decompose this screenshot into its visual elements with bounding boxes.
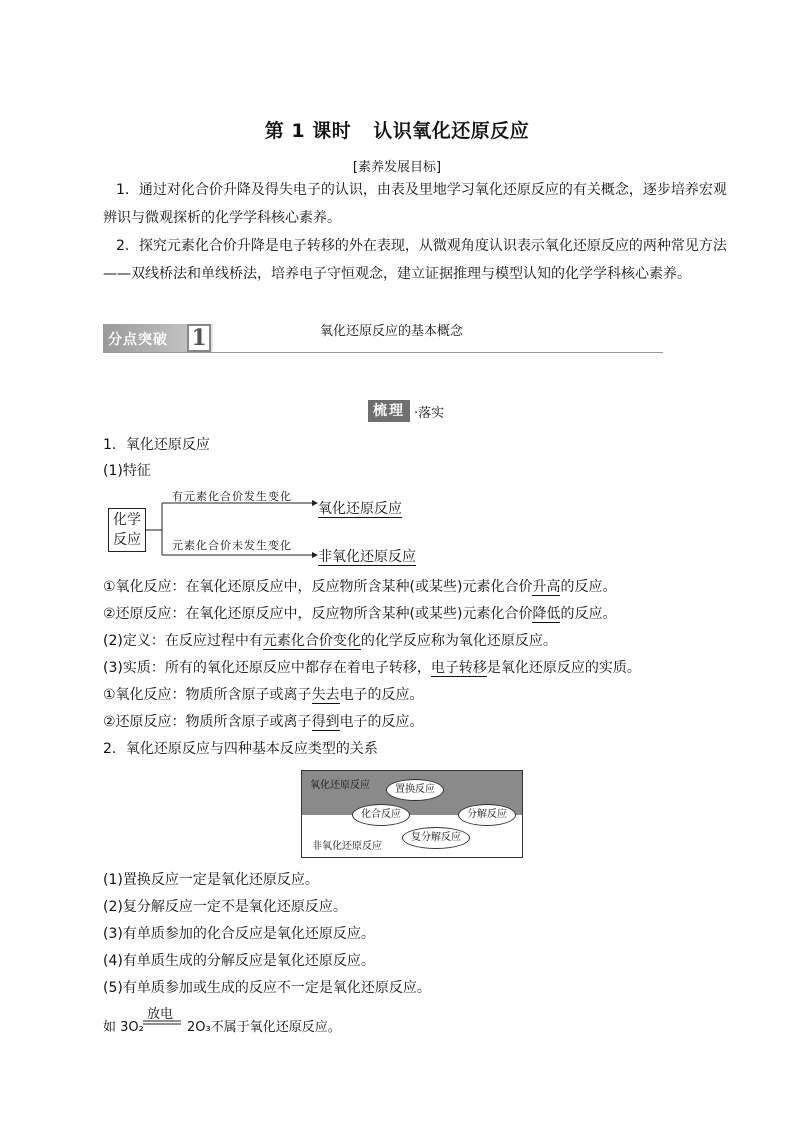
text: 是氧化还原反应的实质。 <box>486 660 641 676</box>
oxidation-electron-line <box>103 682 424 709</box>
lower-branch-result <box>318 546 416 566</box>
answer-blank: 元素化合价变化 <box>262 633 361 649</box>
title-topic: 认识氧化还原反应 <box>373 120 530 142</box>
non-redox-region-label: 非氧化还原反应 <box>312 841 382 852</box>
upper-branch-result <box>318 498 402 518</box>
text: 电子的反应。 <box>339 687 424 703</box>
combine-reaction-oval: 化合反应 <box>352 804 410 826</box>
answer-blank: 电子转移 <box>430 660 487 676</box>
double-decompose-oval: 复分解反应 <box>402 827 470 849</box>
answer-blank: 失去 <box>311 687 340 703</box>
text: 的反应。 <box>560 579 617 595</box>
reaction-type-diagram <box>301 770 523 858</box>
rule-3: (3)有单质参加的化合反应是氧化还原反应。 <box>103 926 375 942</box>
text: 的反应。 <box>560 606 617 622</box>
sub-section-badge: 梳理 <box>368 400 410 422</box>
replace-reaction-oval: 置换反应 <box>386 779 444 801</box>
goal-2-line-1: 2．探究元素化合价升降是电子转移的外在表现，从微观角度认识表示氧化还原反应的两种常见方法 <box>116 238 727 254</box>
section-title: 氧化还原反应的基本概念 <box>320 324 464 339</box>
redox-region-label: 氧化还原反应 <box>310 780 370 791</box>
section-badge-number: 1 <box>187 324 211 352</box>
definition-line <box>103 628 557 655</box>
goal-1-line-2: 辨识与微观探析的化学学科核心素养。 <box>103 210 341 226</box>
oxidation-line <box>103 574 616 601</box>
goal-2-line-2: ——双线桥法和单线桥法，培养电子守恒观念，建立证据推理与模型认知的化学学科核心素养。 <box>103 266 691 282</box>
reaction-box-line-1: 化学 <box>113 512 141 528</box>
decompose-reaction-oval: 分解反应 <box>458 804 516 826</box>
text: ①氧化反应：在氧化还原反应中，反应物所含某种(或某些)元素化合价 <box>103 579 533 595</box>
lower-branch-note: 元素化合价未发生变化 <box>172 539 292 552</box>
section-badge-text: 分点突破 <box>108 332 168 348</box>
text: ②还原反应：在氧化还原反应中，反应物所含某种(或某些)元素化合价 <box>103 606 533 622</box>
sub-section-label: ·落实 <box>414 406 445 421</box>
goals-heading: [素养发展目标] <box>352 160 442 175</box>
reaction-box-line-2: 反应 <box>113 532 141 548</box>
goal-1-line-1: 1．通过对化合价升降及得失电子的认识，由表及里地学习氧化还原反应的有关概念，逐步培养宏观 <box>116 182 727 198</box>
essence-line <box>103 655 641 682</box>
heading-1: 1．氧化还原反应 <box>103 437 210 453</box>
answer-blank: 升高 <box>532 579 561 595</box>
upper-branch-result-text: 氧化还原反应 <box>318 501 402 517</box>
rule-1: (1)置换反应一定是氧化还原反应。 <box>103 872 319 888</box>
equation-right: 2O₃不属于氧化还原反应。 <box>187 1020 341 1035</box>
answer-blank: 得到 <box>311 714 340 730</box>
text: (3)实质：所有的氧化还原反应中都存在着电子转移， <box>103 660 431 676</box>
equation-condition: 放电 <box>147 1007 174 1022</box>
text: ②还原反应：物质所含原子或离子 <box>103 714 312 730</box>
reaction-box <box>108 508 146 552</box>
upper-branch-note: 有元素化合价发生变化 <box>172 490 292 503</box>
equation-equals-sign <box>143 1020 183 1026</box>
reduction-electron-line <box>103 709 424 736</box>
equation-left: 如 3O₂ <box>103 1020 144 1035</box>
rule-5: (5)有单质参加或生成的反应不一定是氧化还原反应。 <box>103 980 431 996</box>
rule-4: (4)有单质生成的分解反应是氧化还原反应。 <box>103 953 375 969</box>
text: ①氧化反应：物质所含原子或离子 <box>103 687 312 703</box>
answer-blank: 降低 <box>532 606 561 622</box>
rule-2: (2)复分解反应一定不是氧化还原反应。 <box>103 899 347 915</box>
lower-branch-result-text: 非氧化还原反应 <box>318 549 416 565</box>
text: 的化学反应称为氧化还原反应。 <box>360 633 557 649</box>
heading-2: 2．氧化还原反应与四种基本反应类型的关系 <box>103 741 378 757</box>
text: 电子的反应。 <box>339 714 424 730</box>
reduction-line <box>103 601 616 628</box>
feature-heading: (1)特征 <box>103 463 151 479</box>
text: (2)定义：在反应过程中有 <box>103 633 263 649</box>
title-lesson: 第 1 课时 <box>264 120 352 142</box>
